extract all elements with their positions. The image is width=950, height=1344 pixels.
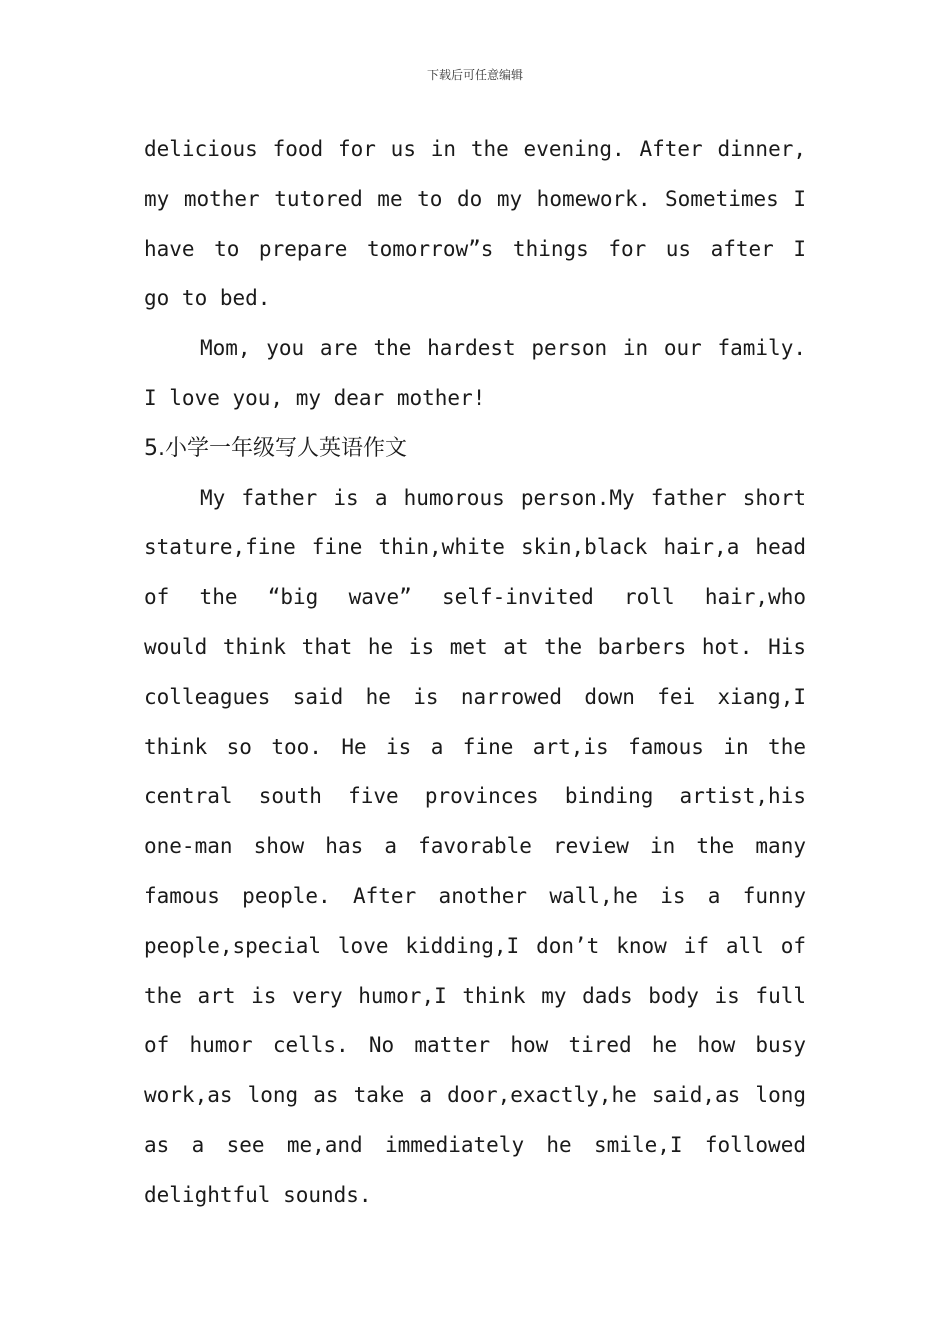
text-line: I love you, my dear mother! xyxy=(144,385,486,410)
text-line: My father is a humorous person.My father short xyxy=(200,485,806,510)
text-line: think so too. He is a fine art,is famous in the xyxy=(144,734,806,759)
text-line: central south five provinces binding artist,his xyxy=(144,784,806,809)
section-heading: 5.小学一年级写人英语作文 xyxy=(144,435,407,461)
text-line: delightful sounds. xyxy=(144,1182,372,1207)
text-line: of the “big wave” self-invited roll hair,who xyxy=(144,585,806,610)
paragraph-3 xyxy=(144,474,806,1221)
text-line: have to prepare tomorrow”s things for us after I xyxy=(144,236,806,261)
text-line: as a see me,and immediately he smile,I followed xyxy=(144,1132,806,1157)
text-line: delicious food for us in the evening. After dinner, xyxy=(144,137,806,161)
paragraph-1 xyxy=(144,125,806,324)
text-line: stature,fine fine thin,white skin,black hair,a head xyxy=(144,535,806,560)
text-line: work,as long as take a door,exactly,he said,as long xyxy=(144,1083,806,1108)
text-line: Mom, you are the hardest person in our family. xyxy=(200,336,806,361)
text-line: colleagues said he is narrowed down fei xiang,I xyxy=(144,684,806,709)
text-line: the art is very humor,I think my dads body is full xyxy=(144,983,806,1008)
text-line: people,special love kidding,I don’t know if all of xyxy=(144,933,806,958)
document-body xyxy=(144,125,806,1221)
text-line: one-man show has a favorable review in the many xyxy=(144,834,806,859)
text-line: famous people. After another wall,he is a funny xyxy=(144,883,806,908)
paragraph-2 xyxy=(144,324,806,424)
text-line: of humor cells. No matter how tired he how busy xyxy=(144,1033,806,1058)
text-line: go to bed. xyxy=(144,286,271,311)
page-header: 下载后可任意编辑 xyxy=(426,68,523,82)
text-line: would think that he is met at the barbers hot. His xyxy=(144,634,806,659)
text-line: my mother tutored me to do my homework. Sometimes I xyxy=(144,186,806,211)
